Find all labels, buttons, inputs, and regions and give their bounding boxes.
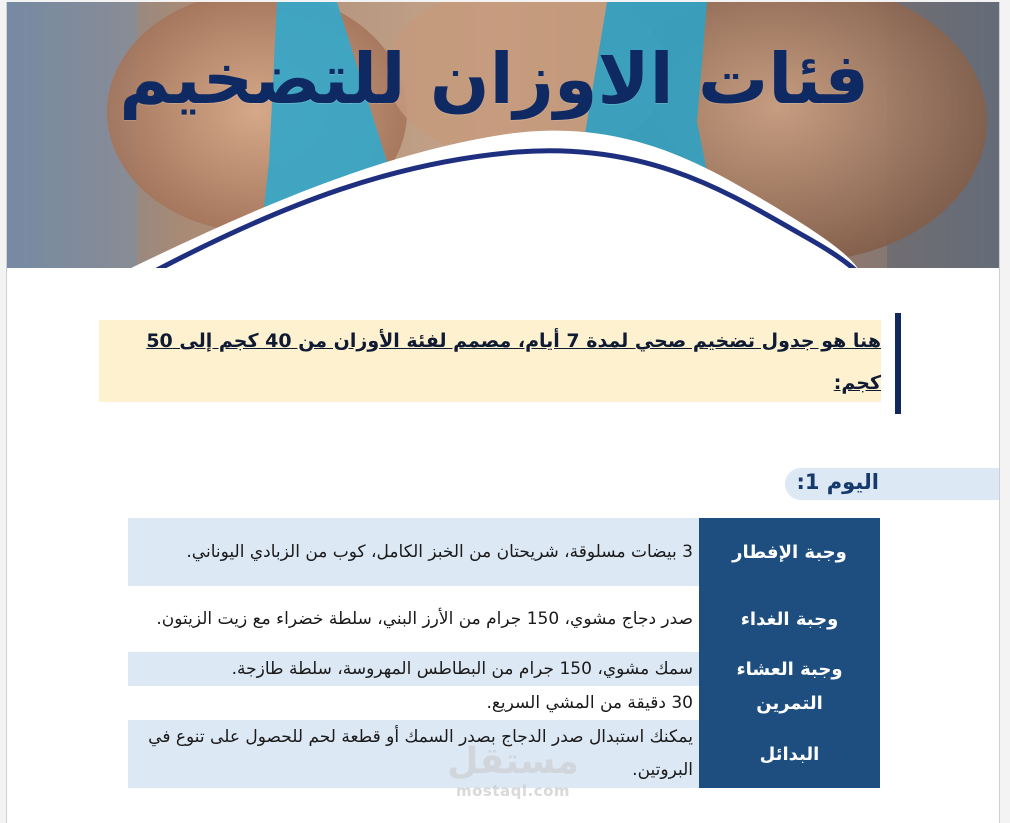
meal-value: 3 بيضات مسلوقة، شريحتان من الخبز الكامل، كوب من الزبادي اليوناني. bbox=[128, 518, 699, 586]
intro-accent-bar bbox=[895, 313, 901, 414]
document-page bbox=[6, 2, 1000, 823]
intro-text: هنا هو جدول تضخيم صحي لمدة 7 أيام، مصمم لفئة الأوزان من 40 كجم إلى 50 كجم: bbox=[146, 330, 881, 394]
meal-label: البدائل bbox=[699, 720, 880, 788]
meal-value: 30 دقيقة من المشي السريع. bbox=[128, 686, 699, 720]
meal-label: وجبة العشاء bbox=[699, 652, 880, 686]
meal-label: التمرين bbox=[699, 686, 880, 720]
watermark-arabic: مستقل bbox=[447, 741, 579, 782]
watermark bbox=[443, 742, 583, 800]
table-row bbox=[128, 518, 880, 586]
page-title: فئات الاوزان للتضخيم bbox=[119, 38, 869, 120]
meal-value: يمكنك استبدال صدر الدجاج بصدر السمك أو قطعة لحم للحصول على تنوع في البروتين. bbox=[128, 720, 699, 788]
table-row bbox=[128, 586, 880, 652]
day-heading: اليوم 1: bbox=[796, 470, 879, 494]
meal-label: وجبة الغداء bbox=[699, 586, 880, 652]
table-row bbox=[128, 686, 880, 720]
meal-label: وجبة الإفطار bbox=[699, 518, 880, 586]
hero-banner bbox=[7, 2, 999, 270]
table-row bbox=[128, 652, 880, 686]
watermark-latin: mostaql.com bbox=[455, 782, 571, 800]
meal-value: سمك مشوي، 150 جرام من البطاطس المهروسة، سلطة طازجة. bbox=[128, 652, 699, 686]
meal-value: صدر دجاج مشوي، 150 جرام من الأرز البني، سلطة خضراء مع زيت الزيتون. bbox=[128, 586, 699, 652]
